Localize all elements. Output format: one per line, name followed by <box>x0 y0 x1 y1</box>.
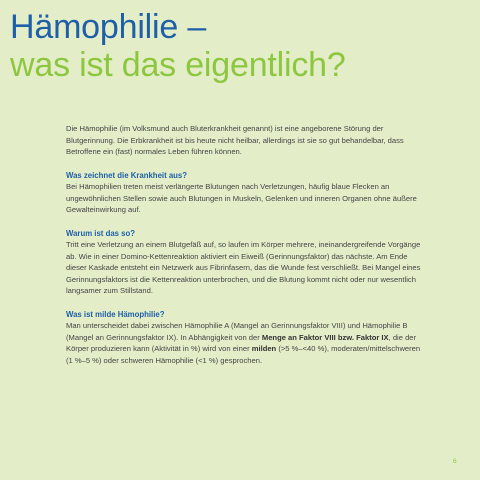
page-title <box>10 8 346 84</box>
text-part: (>5 %–<40 %), moderaten/mittelschweren (1 %–5 %) oder schweren Hämophilie (<1 %) gesprochen. <box>66 344 421 365</box>
title-line-1: Hämophilie – <box>10 8 207 46</box>
intro-paragraph: Die Hämophilie (im Volksmund auch Bluterkrankheit genannt) ist eine angeborene Störung der Blutgerinnung. Die Erbkrankheit ist bis heute nicht heilbar, allerdings ist sie so gut behandelbar, dass Betroffene ein (fast) normales Leben führen können. <box>66 124 404 156</box>
section-text-mild <box>66 320 428 366</box>
body-content <box>66 123 428 366</box>
section-text-characteristics: Bei Hämophilien treten meist verlängerte Blutungen nach Verletzungen, häufig blaue Flecken an ungewöhnlichen Stellen sowie auch Blutungen in Muskeln, Gelenken und inneren Organen ohne äußere Gewalteinwirkung auf. <box>66 182 417 214</box>
section-heading-why: Warum ist das so? <box>66 228 136 238</box>
text-part: Man unterscheidet dabei zwischen Hämophilie A (Mangel an Gerinnungsfaktor VIII) und Hämophilie B (Mangel an Gerinnungsfaktor IX). In Abhängigkeit von der <box>66 321 408 342</box>
section-text-why: Tritt eine Verletzung an einem Blutgefäß auf, so laufen im Körper mehrere, ineinandergreifende Vorgänge ab. Wie in einer Domino-Kettenreaktion aktiviert ein Eiweiß (Gerinnungsfaktor) das nächste. Am Ende dieser Kaskade entsteht ein Netzwerk aus Fibrinfasern, das die Wunde fest verschließt. Bei Mangel eines Gerinnungsfaktors ist die Kettenreaktion unterbrochen, und die Blutung kommt nicht oder nur wesentlich langsamer zum Stillstand. <box>66 240 421 295</box>
bold-term-mild: milden <box>251 344 277 353</box>
bold-term-factor-amount: Menge an Faktor VIII bzw. Faktor IX <box>261 332 389 342</box>
page-number: 6 <box>453 458 457 465</box>
text-part: , die der Körper produzieren kann (Aktivität in %) wird von einer <box>66 332 417 353</box>
section-heading-characteristics: Was zeichnet die Krankheit aus? <box>66 170 188 180</box>
section-heading-mild: Was ist milde Hämophilie? <box>66 309 165 319</box>
title-line-2: was ist das eigentlich? <box>10 46 346 84</box>
